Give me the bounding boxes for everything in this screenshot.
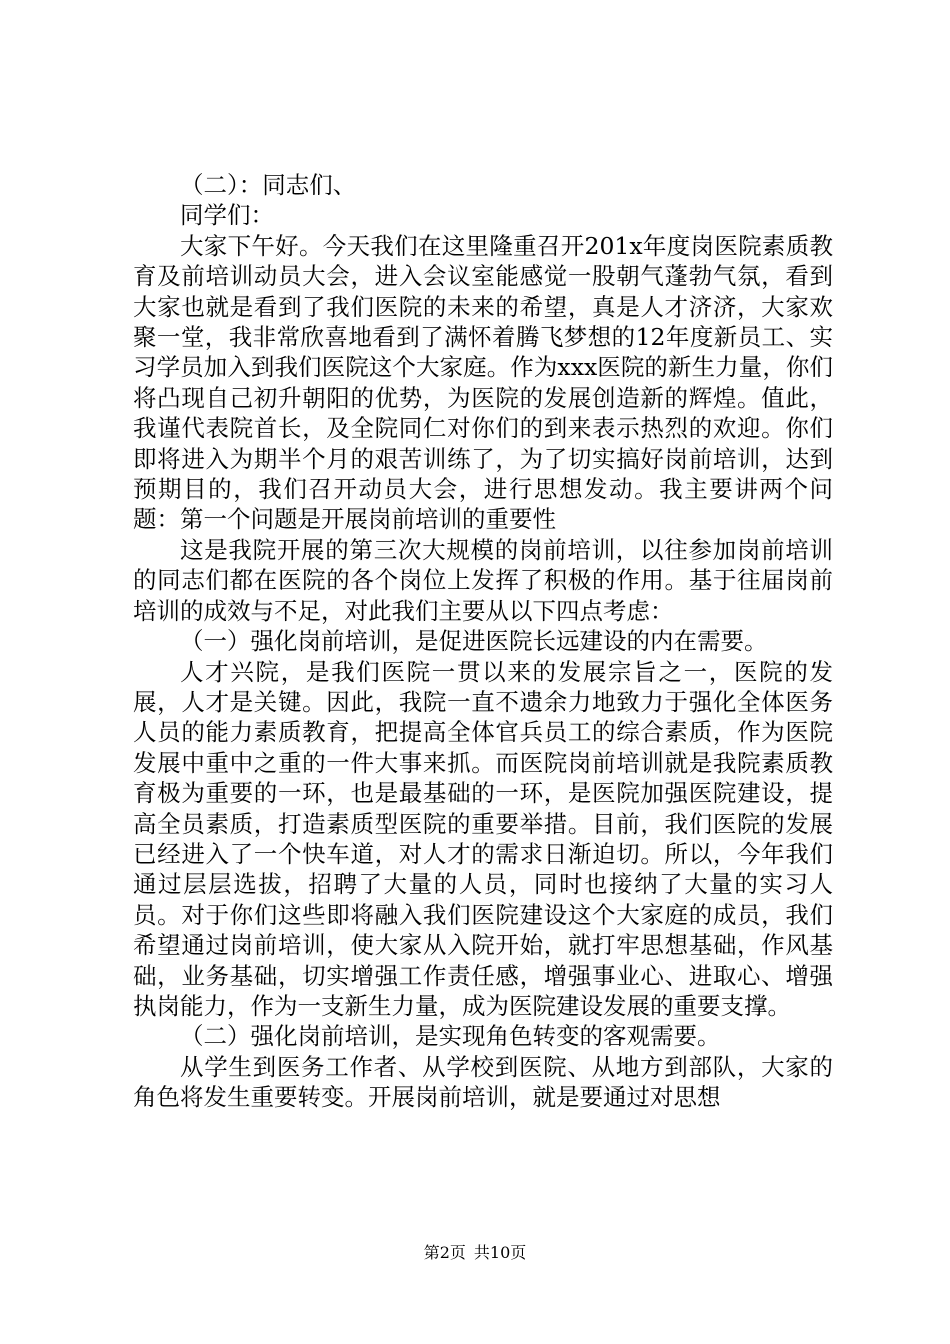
document-body	[133, 170, 833, 1113]
paragraph-opening: 大家下午好。今天我们在这里隆重召开201x年度岗医院素质教育及前培训动员大会，进入会议室能感觉一股朝气蓬勃气氛，看到大家也就是看到了我们医院的未来的希望，真是人才济济，大家欢聚一堂，我非常欣喜地看到了满怀着腾飞梦想的12年度新员工、实习学员加入到我们医院这个大家庭。作为xxx医院的新生力量，你们将凸现自己初升朝阳的优势，为医院的发展创造新的辉煌。值此，我谨代表院首长，及全院同仁对你们的到来表示热烈的欢迎。你们即将进入为期半个月的艰苦训练了，为了切实搞好岗前培训，达到预期目的，我们召开动员大会，进行思想发动。我主要讲两个问题：第一个问题是开展岗前培训的重要性	[133, 231, 833, 534]
section-heading-two: （二）强化岗前培训，是实现角色转变的客观需要。	[180, 1022, 721, 1051]
paragraph-salutation: （二）：同志们、	[180, 171, 357, 199]
paragraph-background: 这是我院开展的第三次大规模的岗前培训，以往参加岗前培训的同志们都在医院的各个岗位上发挥了积极的作用。基于往届岗前培训的成效与不足，对此我们主要从以下四点考虑：	[133, 535, 833, 625]
page-footer	[0, 1243, 950, 1263]
section-heading-one: （一）强化岗前培训，是促进医院长远建设的内在需要。	[180, 627, 768, 656]
paragraph-salutation-continued: 同学们：	[180, 201, 274, 230]
paragraph-talent: 人才兴院，是我们医院一贯以来的发展宗旨之一，医院的发展，人才是关键。因此，我院一直不遗余力地致力于强化全体医务人员的能力素质教育，把提高全体官兵员工的综合素质，作为医院发展中重中之重的一件大事来抓。而医院岗前培训就是我院素质教育极为重要的一环，也是最基础的一环，是医院加强医院建设，提高全员素质，打造素质型医院的重要举措。目前，我们医院的发展已经进入了一个快车道，对人才的需求日渐迫切。所以，今年我们通过层层选拔，招聘了大量的人员，同时也接纳了大量的实习人员。对于你们这些即将融入我们医院建设这个大家庭的成员，我们希望通过岗前培训，使大家从入院开始，就打牢思想基础，作风基础，业务基础，切实增强工作责任感，增强事业心、进取心、增强执岗能力，作为一支新生力量，成为医院建设发展的重要支撑。	[133, 657, 833, 1020]
paragraph-role-change: 从学生到医务工作者、从学校到医院、从地方到部队，大家的角色将发生重要转变。开展岗前培训，就是要通过对思想	[133, 1052, 833, 1112]
page-total: 共10页	[473, 1243, 527, 1262]
page-number: 第2页	[423, 1243, 466, 1262]
